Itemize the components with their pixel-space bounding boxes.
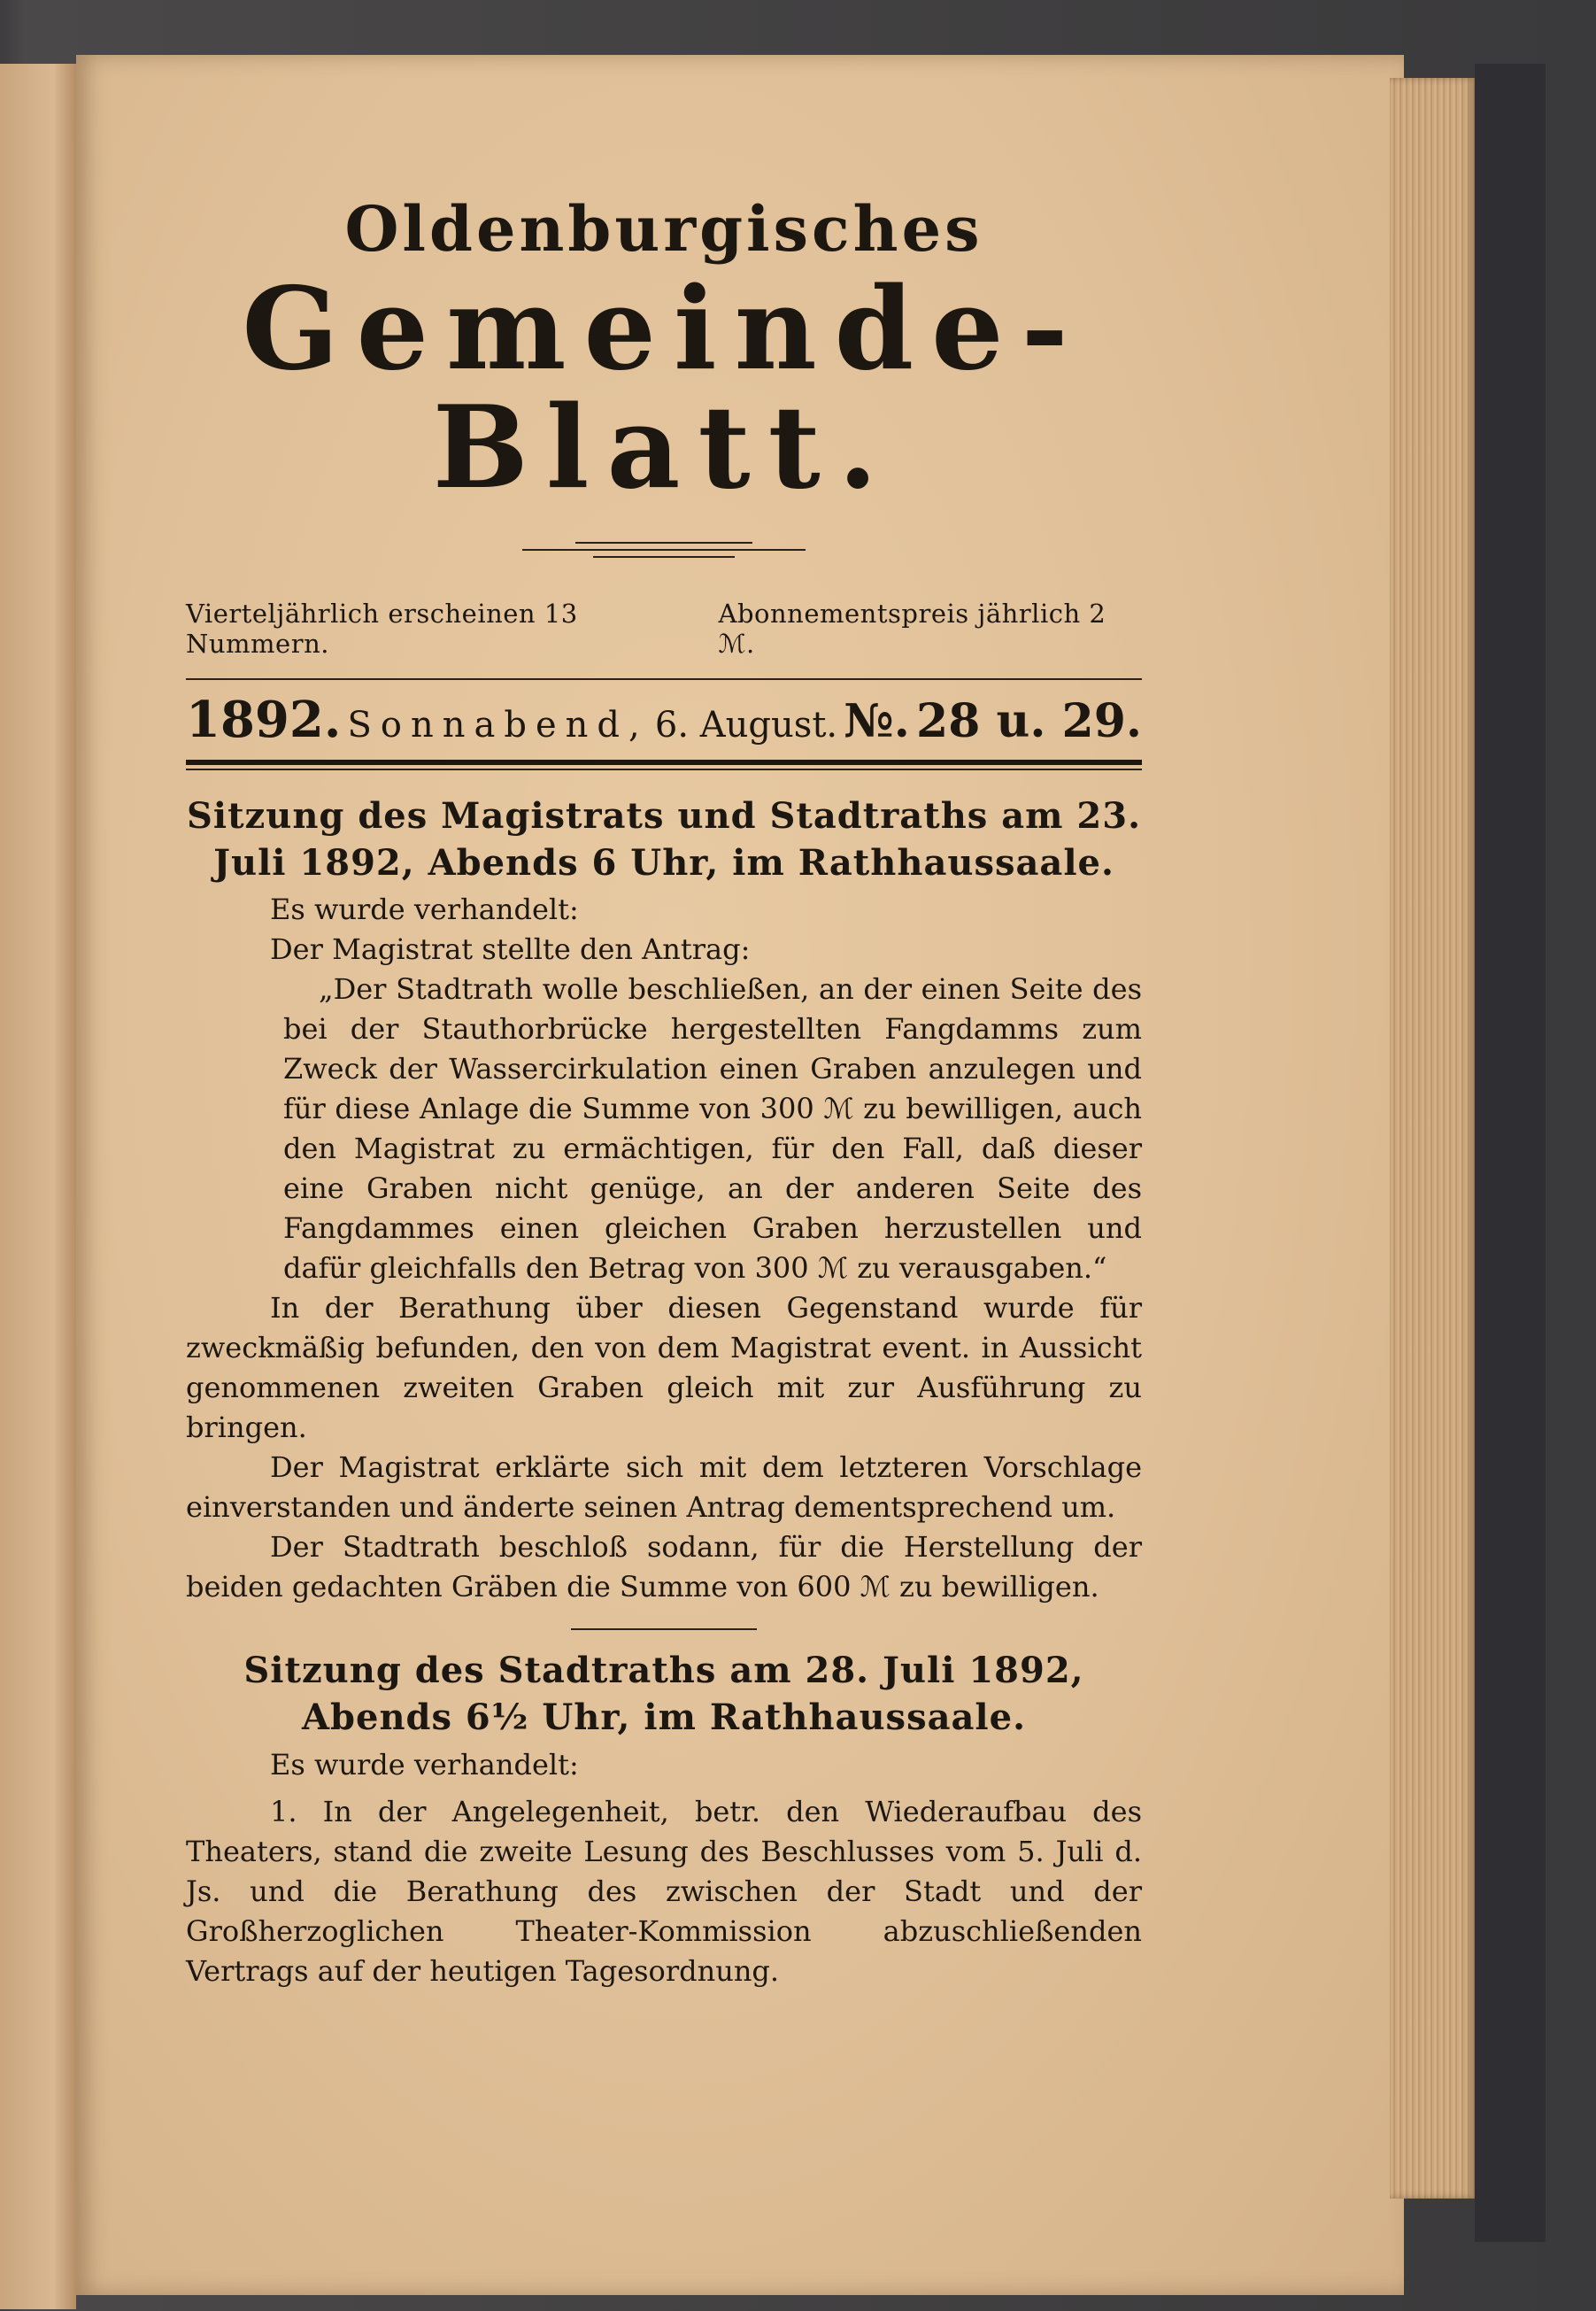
issue-number: 28 u. 29. [916, 693, 1142, 748]
issue-year: 1892. [186, 690, 342, 749]
issue-frequency: Vierteljährlich erscheinen 13 Nummern. [186, 598, 578, 659]
section1-heading: Sitzung des Magistrats und Stadtraths am 23. Juli 1892, Abends 6 Uhr, im Rathhaussaale. [186, 794, 1141, 884]
left-page-edge [0, 64, 76, 2309]
issue-number-label: №. [844, 693, 910, 748]
section2-heading-line1: Sitzung des Stadtraths am 28. Juli 1892, [243, 1650, 1084, 1692]
masthead-ornament [522, 538, 806, 560]
section1-motion-quote: „Der Stadtrath wolle beschließen, an der einen Seite des bei der Stauthorbrücke hergestellten Fangdamms zum Zweck der Wassercirkulation einen Graben anzulegen und für diese Anlage die Summe von 300 ℳ zu bewilligen, auch den Magistrat zu ermächtigen, für den Fall, daß dieser eine Graben nicht genüge, an der anderen Seite des Fangdammes einen gleichen Graben herzustellen und dafür gleichfalls den Betrag von 300 ℳ zu verausgaben.“ [283, 972, 1142, 1286]
subscription-price: Abonnementspreis jährlich 2 ℳ. [718, 598, 1106, 659]
section-separator [571, 1628, 757, 1630]
section1-intro: Es wurde verhandelt: [270, 893, 579, 927]
section2-paragraph: 1. In der Angelegenheit, betr. den Wiederaufbau des Theaters, stand die zweite Lesung des Beschlusses vom 5. Juli d. Js. und die Berathung des zwischen der Stadt und der Großherzoglichen Theater-Kommission abzuschließenden Vertrags auf der heutigen Tagesordnung. [186, 1794, 1142, 1988]
divider [186, 678, 1142, 680]
page-content [186, 192, 1142, 1991]
section1-paragraph: Der Magistrat erklärte sich mit dem letzteren Vorschlage einverstanden und änderte seinen Antrag dementsprechend um. [186, 1450, 1142, 1525]
subscription-line [186, 599, 1142, 659]
section1-paragraph: In der Berathung über diesen Gegenstand wurde für zweckmäßig befunden, den von dem Magistrat event. in Aussicht genommenen zweiten Graben gleich mit zur Ausführung zu bringen. [186, 1291, 1142, 1445]
issue-date: 6. August. [654, 704, 838, 746]
section1-paragraph: Der Stadtrath beschloß sodann, für die Herstellung der beiden gedachten Gräben die Summe von 600 ℳ zu bewilligen. [186, 1530, 1142, 1604]
issue-weekday: Sonnabend, [347, 704, 649, 746]
dateline [186, 691, 1142, 749]
masthead-title: Gemeinde-Blatt. [242, 263, 1086, 515]
section2-intro: Es wurde verhandelt: [270, 1747, 579, 1782]
section2-heading [186, 1648, 1142, 1742]
book-cover-edge [1475, 64, 1546, 2242]
masthead-line1: Oldenburgisches [344, 192, 983, 266]
dateline-rule-thin [186, 769, 1142, 770]
section1-paragraph: Der Magistrat stellte den Antrag: [270, 932, 751, 967]
dateline-rule [186, 760, 1142, 765]
section2-heading-line2: Abends 6½ Uhr, im Rathhaussaale. [301, 1697, 1026, 1739]
page-block-edges [1390, 78, 1475, 2199]
